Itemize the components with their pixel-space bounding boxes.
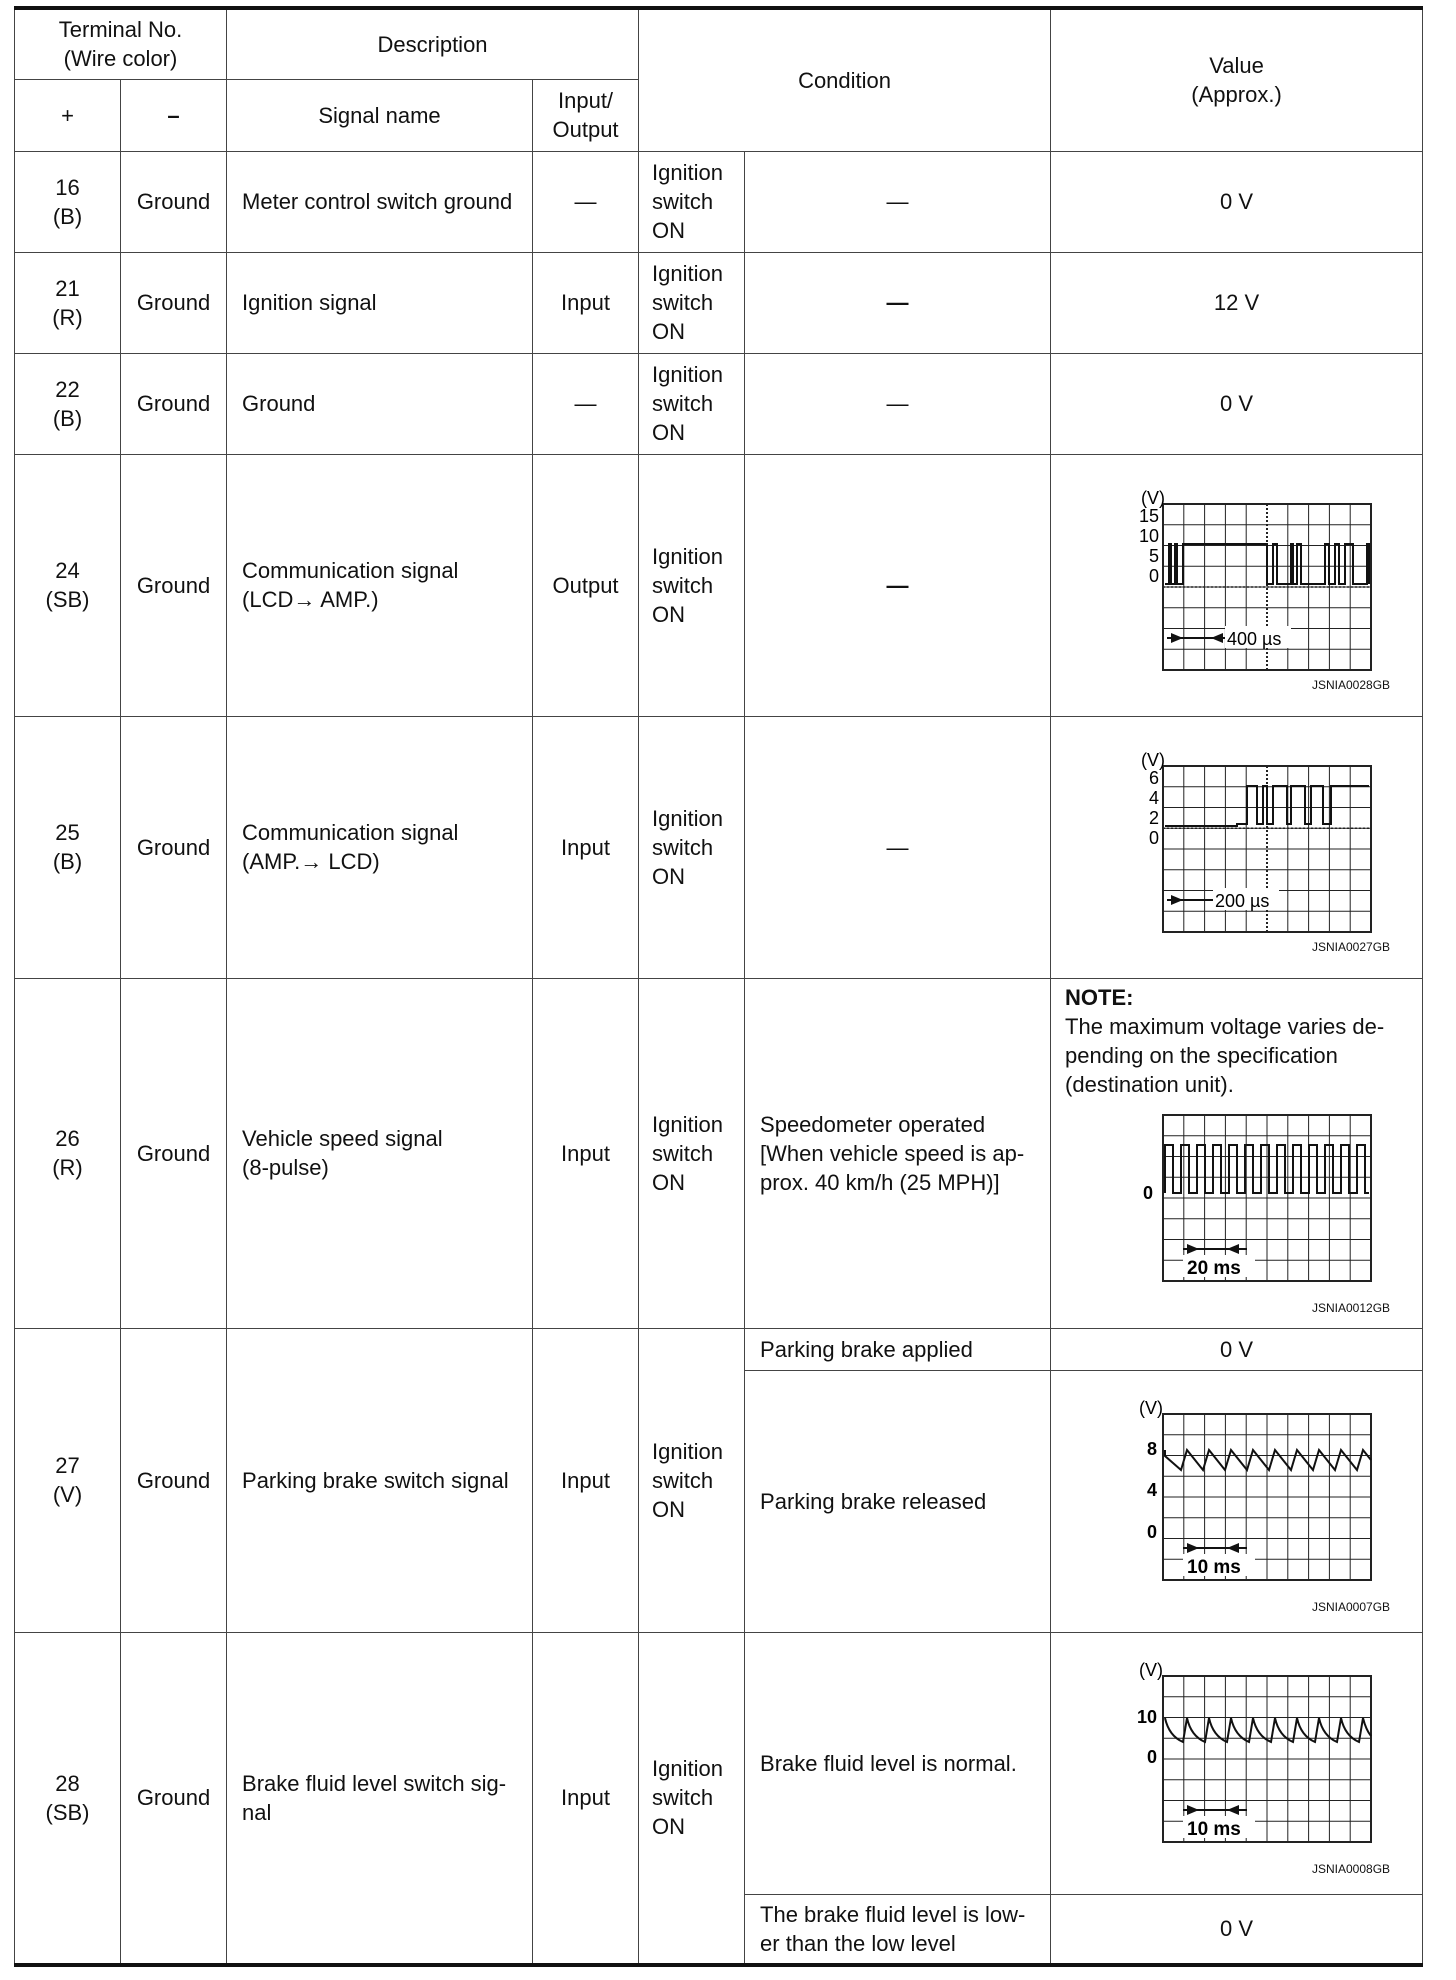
signal-name-line: Communication signal — [242, 820, 459, 845]
wave-tick-label: 4 — [1148, 788, 1159, 808]
signal-name — [227, 716, 533, 978]
on-text: ON — [652, 863, 686, 889]
switch-text: switch — [652, 290, 714, 315]
wave-tick-label: 15 — [1138, 506, 1159, 526]
wave-tick-label: 10 — [1138, 526, 1159, 546]
value-waveform — [1051, 1632, 1423, 1894]
condition-detail: — — [745, 252, 1051, 353]
value: 0 V — [1051, 1328, 1423, 1370]
value: 0 V — [1051, 151, 1423, 252]
wave-tick-label: 8 — [1146, 1439, 1157, 1459]
on-text: ON — [652, 601, 686, 627]
wave-tick-label: 0 — [1148, 828, 1159, 848]
value-header — [1051, 8, 1423, 151]
wave-unit-label: (V) — [1138, 1660, 1163, 1680]
table-row — [15, 454, 1423, 716]
signal-name: Parking brake switch signal — [227, 1328, 533, 1632]
note-line: The maximum voltage varies de- — [1065, 1013, 1385, 1039]
signal-name — [227, 1632, 533, 1965]
ignition-condition — [639, 353, 745, 454]
wave-tick-label: 0 — [1148, 566, 1159, 586]
terminal-minus: Ground — [121, 1632, 227, 1965]
wave-tick-label: 4 — [1146, 1480, 1157, 1500]
terminal-plus — [15, 454, 121, 716]
terminal-plus — [15, 353, 121, 454]
table-row — [15, 151, 1423, 252]
wave-unit-label: (V) — [1138, 1398, 1163, 1418]
input-output: Input — [533, 978, 639, 1328]
terminal-plus — [15, 716, 121, 978]
signal-name — [227, 454, 533, 716]
condition-detail: Parking brake applied — [745, 1328, 1051, 1370]
note-line: (destination unit). — [1065, 1071, 1234, 1097]
wire-color: (B) — [52, 405, 83, 431]
terminal-plus — [15, 151, 121, 252]
terminal-no-label: Terminal No. — [58, 17, 183, 43]
terminal-number: 22 — [55, 376, 80, 402]
figure-code: JSNIA0008GB — [1312, 1862, 1391, 1876]
ignition-condition — [639, 716, 745, 978]
wave-unit-label: (V) — [1140, 750, 1165, 770]
on-text: ON — [652, 1496, 686, 1522]
terminal-minus: Ground — [121, 252, 227, 353]
ignition-text: Ignition — [652, 1438, 723, 1464]
ignition-text: Ignition — [652, 160, 723, 185]
waveform-sawtooth-icon — [1087, 1388, 1387, 1588]
wire-color-label: (Wire color) — [63, 46, 178, 72]
signal-name-line: (8-pulse) — [242, 1155, 329, 1180]
ignition-condition — [639, 978, 745, 1328]
wave-tick-label: 0 — [1142, 1182, 1153, 1203]
wave-tick-label: 0 — [1146, 1522, 1157, 1542]
value-label: Value — [1209, 53, 1264, 79]
terminal-minus: Ground — [121, 151, 227, 252]
on-text: ON — [652, 420, 686, 445]
wave-time-label: 10 ms — [1186, 1557, 1241, 1578]
terminal-no-header — [15, 8, 227, 79]
table-row — [15, 978, 1423, 1328]
ignition-condition — [639, 252, 745, 353]
output-label: Output — [552, 117, 619, 142]
input-output: Input — [533, 716, 639, 978]
waveform-pulse-icon — [1087, 478, 1387, 678]
switch-text: switch — [652, 189, 714, 214]
signal-name-header: Signal name — [227, 79, 533, 151]
signal-name: Ignition signal — [227, 252, 533, 353]
signal-name-line: nal — [242, 1799, 272, 1825]
wave-time-label: 20 ms — [1186, 1257, 1241, 1279]
value-waveform — [1051, 716, 1423, 978]
value: 0 V — [1051, 353, 1423, 454]
wave-tick-label: 5 — [1148, 546, 1159, 566]
condition-detail: — — [745, 716, 1051, 978]
approx-label: (Approx.) — [1191, 82, 1282, 108]
terminal-plus — [15, 1328, 121, 1632]
input-output: — — [533, 353, 639, 454]
waveform-pulse-icon — [1087, 740, 1387, 940]
note-title: NOTE: — [1065, 984, 1134, 1010]
ignition-condition — [639, 1328, 745, 1632]
terminal-number: 21 — [55, 275, 80, 301]
switch-text: switch — [652, 391, 714, 416]
ignition-condition — [639, 1632, 745, 1965]
table-row — [15, 1632, 1423, 1894]
ignition-condition — [639, 151, 745, 252]
condition-line: er than the low level — [760, 1930, 956, 1956]
on-text: ON — [652, 1814, 686, 1840]
condition-header: Condition — [639, 8, 1051, 151]
ignition-text: Ignition — [652, 1111, 723, 1137]
switch-text: switch — [652, 572, 714, 598]
terminal-minus: Ground — [121, 1328, 227, 1632]
condition-detail: — — [745, 454, 1051, 716]
terminal-number: 25 — [55, 820, 80, 845]
wave-tick-label: 10 — [1136, 1707, 1157, 1727]
wire-color: (B) — [52, 203, 83, 229]
wave-tick-label: 2 — [1148, 808, 1159, 828]
ignition-text: Ignition — [652, 261, 723, 286]
on-text: ON — [652, 319, 686, 344]
terminal-plus — [15, 978, 121, 1328]
condition-detail — [745, 1894, 1051, 1965]
table-row — [15, 353, 1423, 454]
figure-code: JSNIA0012GB — [1312, 1300, 1391, 1315]
description-header: Description — [227, 8, 639, 79]
terminal-minus: Ground — [121, 353, 227, 454]
condition-line: The brake fluid level is low- — [760, 1901, 1026, 1927]
wire-color: (SB) — [45, 1799, 90, 1825]
note — [1051, 979, 1422, 1099]
signal-name-line: (AMP.→ LCD) — [242, 849, 380, 874]
condition-detail: — — [745, 353, 1051, 454]
wave-tick-label: 0 — [1146, 1747, 1157, 1767]
value: 12 V — [1051, 252, 1423, 353]
signal-name-line: Vehicle speed signal — [242, 1126, 443, 1151]
condition-line: prox. 40 km/h (25 MPH)] — [760, 1169, 1000, 1195]
wave-time-label: 200 µs — [1214, 891, 1269, 911]
figure-code: JSNIA0028GB — [1312, 678, 1391, 692]
condition-detail: Brake fluid level is normal. — [745, 1632, 1051, 1894]
table-row — [15, 252, 1423, 353]
ignition-text: Ignition — [652, 543, 723, 569]
wire-color: (V) — [52, 1482, 83, 1507]
minus-header: – — [121, 79, 227, 151]
ignition-text: Ignition — [652, 805, 723, 831]
terminal-number: 26 — [55, 1126, 80, 1151]
condition-detail: — — [745, 151, 1051, 252]
value: 0 V — [1051, 1894, 1423, 1965]
terminal-plus — [15, 252, 121, 353]
terminal-number: 28 — [55, 1770, 80, 1796]
switch-text: switch — [652, 1785, 714, 1811]
table-row — [15, 716, 1423, 978]
figure-code: JSNIA0007GB — [1312, 1600, 1391, 1614]
terminal-table — [14, 6, 1423, 1967]
ignition-text: Ignition — [652, 362, 723, 387]
figure-code: JSNIA0027GB — [1312, 940, 1391, 954]
terminal-minus: Ground — [121, 454, 227, 716]
terminal-number: 16 — [55, 174, 80, 200]
input-output: Input — [533, 252, 639, 353]
value-waveform — [1051, 454, 1423, 716]
condition-detail — [745, 978, 1051, 1328]
terminal-minus: Ground — [121, 716, 227, 978]
wave-unit-label: (V) — [1140, 488, 1165, 508]
value-waveform — [1051, 1370, 1423, 1632]
condition-line: [When vehicle speed is ap- — [760, 1140, 1025, 1166]
terminal-number: 27 — [55, 1453, 80, 1478]
input-output: — — [533, 151, 639, 252]
wave-time-label: 10 ms — [1186, 1819, 1241, 1840]
input-output: Input — [533, 1328, 639, 1632]
waveform-square-icon — [1087, 1109, 1387, 1289]
note-line: pending on the specification — [1065, 1042, 1338, 1068]
input-output: Input — [533, 1632, 639, 1965]
terminal-table-sheet — [14, 6, 1422, 1967]
switch-text: switch — [652, 1467, 714, 1493]
on-text: ON — [652, 1169, 686, 1195]
wave-tick-label: 6 — [1148, 768, 1159, 788]
terminal-plus — [15, 1632, 121, 1965]
input-output: Output — [533, 454, 639, 716]
signal-name-line: Communication signal — [242, 558, 459, 583]
signal-name: Meter control switch ground — [227, 151, 533, 252]
condition-line: Speedometer operated — [760, 1111, 986, 1137]
signal-name — [227, 978, 533, 1328]
signal-name: Ground — [227, 353, 533, 454]
condition-detail: Parking brake released — [745, 1370, 1051, 1632]
wave-time-label: 400 µs — [1226, 629, 1281, 649]
ignition-text: Ignition — [652, 1756, 723, 1782]
value-waveform — [1051, 978, 1423, 1328]
switch-text: switch — [652, 1140, 714, 1166]
terminal-number: 24 — [55, 558, 80, 583]
signal-name-line: Brake fluid level switch sig- — [242, 1770, 507, 1796]
terminal-minus: Ground — [121, 978, 227, 1328]
switch-text: switch — [652, 834, 714, 860]
wire-color: (R) — [52, 1155, 83, 1180]
table-row — [15, 1328, 1423, 1370]
header-row-1 — [15, 8, 1423, 79]
wire-color: (B) — [52, 849, 83, 874]
ignition-condition — [639, 454, 745, 716]
input-label: Input/ — [558, 88, 614, 113]
on-text: ON — [652, 218, 686, 243]
wire-color: (SB) — [45, 587, 90, 612]
signal-name-line: (LCD→ AMP.) — [242, 587, 379, 612]
wire-color: (R) — [52, 304, 83, 330]
input-output-header — [533, 79, 639, 151]
plus-header: + — [15, 79, 121, 151]
waveform-decay-icon — [1087, 1650, 1387, 1850]
